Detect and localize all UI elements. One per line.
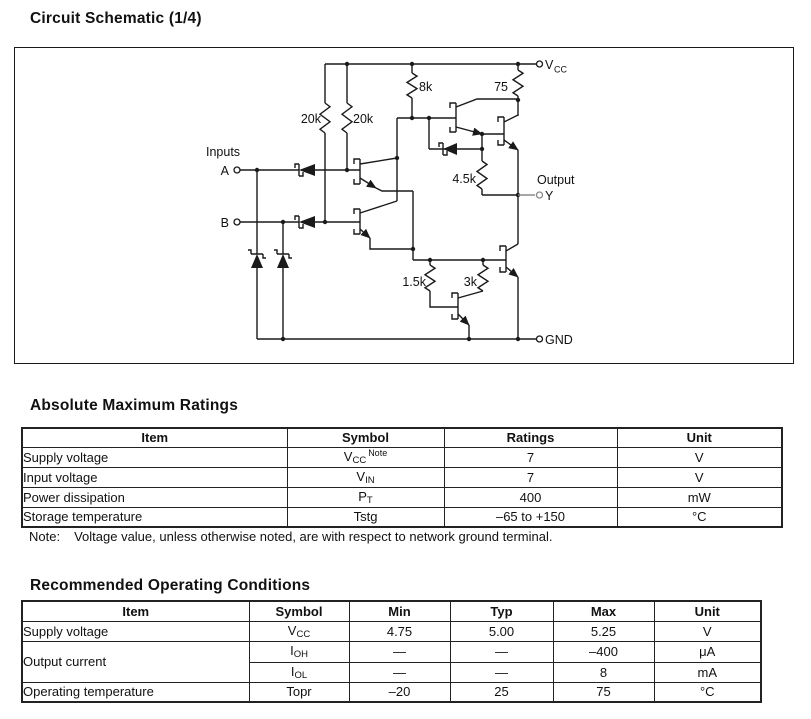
- min-cell: —: [349, 641, 450, 662]
- item-cell: Power dissipation: [22, 487, 287, 507]
- ratings-cell: 7: [444, 447, 617, 467]
- column-header: Item: [22, 601, 249, 621]
- column-header: Unit: [654, 601, 761, 621]
- min-cell: 4.75: [349, 621, 450, 641]
- r4-5k-label: 4.5k: [452, 172, 476, 186]
- symbol-cell: $P_T$: [287, 487, 444, 507]
- ratings-cell: 400: [444, 487, 617, 507]
- item-cell: Storage temperature: [22, 507, 287, 527]
- transistor-q6: [452, 291, 483, 325]
- r20k-right-label: 20k: [353, 112, 374, 126]
- item-cell: Input voltage: [22, 467, 287, 487]
- rec-op-table: [21, 600, 762, 703]
- resistors: [320, 70, 523, 291]
- abs-max-header-row: [22, 428, 782, 447]
- symbol-cell: $V_{CC}$: [249, 621, 349, 641]
- table-row: [22, 487, 782, 507]
- ratings-cell: 7: [444, 467, 617, 487]
- gnd-label: GND: [545, 333, 573, 347]
- abs-max-table: [21, 427, 783, 528]
- unit-cell: °C: [654, 682, 761, 702]
- note-label: Note:: [29, 529, 61, 544]
- gnd-terminal: [537, 336, 543, 342]
- resistor-75: [513, 70, 523, 96]
- input-a-terminal: [234, 167, 240, 173]
- table-row: [22, 447, 782, 467]
- resistor-3k: [478, 265, 488, 291]
- column-header: Symbol: [249, 601, 349, 621]
- item-cell: Supply voltage: [22, 621, 249, 641]
- symbol-cell: Tstg: [287, 507, 444, 527]
- transistor-q1b: [354, 201, 397, 238]
- table-row: [22, 467, 782, 487]
- column-header: Unit: [617, 428, 782, 447]
- typ-cell: 5.00: [450, 621, 553, 641]
- circuit-schematic-figure: [14, 47, 794, 364]
- table-row: [22, 621, 761, 641]
- unit-cell: mW: [617, 487, 782, 507]
- unit-cell: mA: [654, 662, 761, 682]
- junction-dots: [255, 62, 520, 341]
- ratings-cell: –65 to +150: [444, 507, 617, 527]
- resistor-1-5k: [425, 265, 435, 291]
- vcc-label: V: [545, 58, 554, 72]
- max-cell: 8: [553, 662, 654, 682]
- column-header: Item: [22, 428, 287, 447]
- max-cell: –400: [553, 641, 654, 662]
- max-cell: 75: [553, 682, 654, 702]
- input-a-label: A: [220, 164, 229, 178]
- unit-cell: °C: [617, 507, 782, 527]
- r75-label: 75: [494, 80, 508, 94]
- column-header: Ratings: [444, 428, 617, 447]
- transistor-q4: [498, 115, 518, 150]
- resistor-20k-left: [320, 103, 330, 133]
- item-cell: Supply voltage: [22, 447, 287, 467]
- symbol-cell: $V_{IN}$: [287, 467, 444, 487]
- transistor-q1a: [354, 158, 397, 188]
- typ-cell: —: [450, 641, 553, 662]
- rec-op-header-row: [22, 601, 761, 621]
- symbol-cell: $I_{OL}$: [249, 662, 349, 682]
- abs-max-heading: Absolute Maximum Ratings: [30, 397, 239, 414]
- r20k-left-label: 20k: [300, 112, 321, 126]
- resistor-8k: [407, 73, 417, 98]
- table-row: [22, 682, 761, 702]
- r8k-label: 8k: [419, 80, 433, 94]
- input-b-label: B: [220, 216, 229, 230]
- typ-cell: —: [450, 662, 553, 682]
- table-note: [29, 529, 552, 544]
- wires: [240, 64, 536, 339]
- column-header: Symbol: [287, 428, 444, 447]
- diodes: [248, 143, 457, 268]
- unit-cell: V: [617, 447, 782, 467]
- r1-5k-label: 1.5k: [402, 275, 426, 289]
- unit-cell: V: [617, 467, 782, 487]
- max-cell: 5.25: [553, 621, 654, 641]
- symbol-cell: $V_{CC}^{Note}$: [287, 447, 444, 467]
- vcc-terminal: [537, 61, 543, 67]
- item-cell: Output current: [22, 641, 249, 682]
- y-terminal: [537, 192, 543, 198]
- typ-cell: 25: [450, 682, 553, 702]
- column-header: Min: [349, 601, 450, 621]
- resistor-4-5k: [477, 161, 487, 189]
- terminals: [234, 61, 543, 342]
- table-row: [22, 641, 761, 662]
- input-b-terminal: [234, 219, 240, 225]
- output-label: Output: [537, 173, 575, 187]
- nand-gate-schematic: [15, 48, 793, 363]
- transistors: [354, 99, 518, 325]
- column-header: Typ: [450, 601, 553, 621]
- item-cell: Operating temperature: [22, 682, 249, 702]
- page-title: Circuit Schematic (1/4): [30, 10, 202, 27]
- y-label: Y: [545, 189, 554, 203]
- note-text: Voltage value, unless otherwise noted, are with respect to network ground terminal.: [74, 529, 553, 544]
- min-cell: –20: [349, 682, 450, 702]
- unit-cell: μA: [654, 641, 761, 662]
- min-cell: —: [349, 662, 450, 682]
- rec-op-heading: Recommended Operating Conditions: [30, 577, 311, 594]
- vcc-label-sub: CC: [554, 64, 567, 75]
- column-header: Max: [553, 601, 654, 621]
- table-row: [22, 507, 782, 527]
- transistor-q3: [450, 99, 518, 134]
- unit-cell: V: [654, 621, 761, 641]
- r3k-label: 3k: [463, 275, 477, 289]
- resistor-20k-right: [342, 103, 352, 133]
- inputs-label: Inputs: [206, 145, 241, 159]
- symbol-cell: $I_{OH}$: [249, 641, 349, 662]
- symbol-cell: Topr: [249, 682, 349, 702]
